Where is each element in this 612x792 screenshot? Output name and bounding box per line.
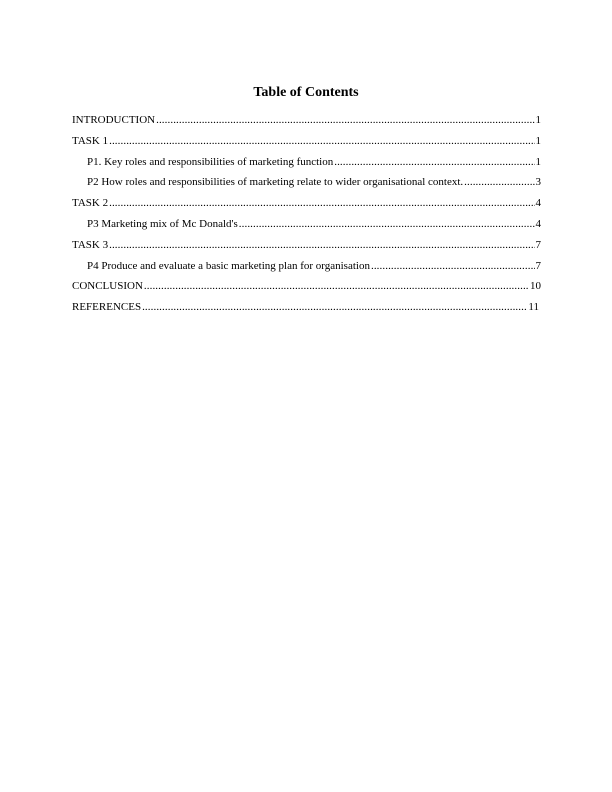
toc-entry-text: TASK 3 xyxy=(72,238,109,251)
toc-dot-leader xyxy=(371,259,535,273)
toc-entry-p2[interactable] xyxy=(72,175,541,196)
toc-entry-text: CONCLUSION xyxy=(72,280,143,293)
toc-entry-introduction[interactable] xyxy=(72,113,541,134)
toc-dot-leader xyxy=(142,300,527,314)
toc-page-number: 7 xyxy=(535,238,541,251)
toc-entry-text: P4 Produce and evaluate a basic marketing plan for organisation xyxy=(87,259,370,272)
toc-dot-leader xyxy=(109,196,534,210)
toc-page-number: 11 xyxy=(528,301,539,314)
toc-page-number: 4 xyxy=(535,197,541,210)
toc-title: Table of Contents xyxy=(253,85,359,100)
toc-entry-p1[interactable] xyxy=(72,155,541,176)
toc-entry-conclusion[interactable] xyxy=(72,279,541,300)
toc-dot-leader xyxy=(334,155,534,169)
toc-page-number: 1 xyxy=(535,114,541,126)
toc-entry-text: TASK 1 xyxy=(72,134,109,147)
toc-entry-text: P2 How roles and responsibilities of marketing relate to wider organisational context. xyxy=(87,176,464,189)
toc-entry-task-3[interactable] xyxy=(72,238,541,259)
toc-entry-references[interactable] xyxy=(72,300,541,321)
toc-dot-leader xyxy=(109,134,534,148)
toc-entry-text: INTRODUCTION xyxy=(72,114,156,126)
toc-entry-text: P3 Marketing mix of Mc Donald's xyxy=(87,217,238,230)
toc-dot-leader xyxy=(109,238,534,252)
toc-entry-text: REFERENCES xyxy=(72,301,142,314)
toc-entry-p4[interactable] xyxy=(72,259,541,280)
toc-entry-text: TASK 2 xyxy=(72,197,109,210)
table-of-contents xyxy=(72,113,541,321)
toc-page-number: 3 xyxy=(535,176,541,189)
toc-page-number: 1 xyxy=(535,155,541,168)
toc-page-number: 1 xyxy=(535,134,541,147)
toc-page-number: 4 xyxy=(535,217,541,230)
toc-dot-leader xyxy=(464,175,534,189)
toc-entry-p3[interactable] xyxy=(72,217,541,238)
toc-entry-task-2[interactable] xyxy=(72,196,541,217)
toc-dot-leader xyxy=(144,279,529,293)
toc-entry-task-1[interactable] xyxy=(72,134,541,155)
toc-dot-leader xyxy=(156,113,534,127)
toc-page-number: 7 xyxy=(535,259,541,272)
toc-dot-leader xyxy=(239,217,535,231)
toc-entry-text: P1. Key roles and responsibilities of marketing function xyxy=(87,155,334,168)
toc-page-number: 10 xyxy=(530,280,541,293)
